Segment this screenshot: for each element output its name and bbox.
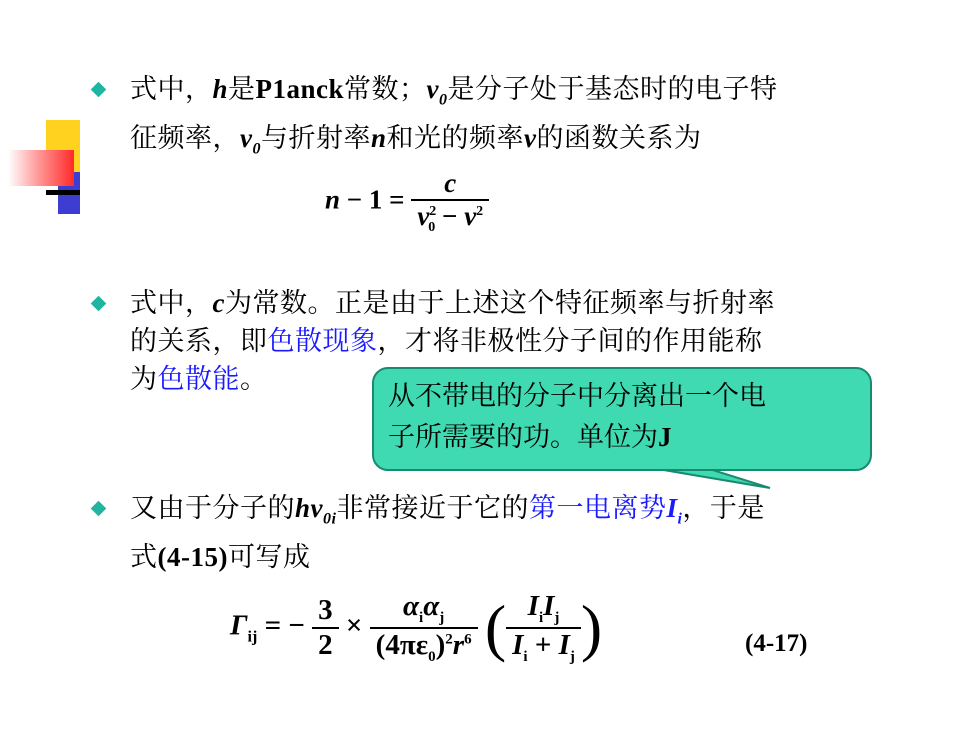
callout-tail-joint <box>642 462 698 468</box>
var-c: c <box>212 288 225 318</box>
var-Ii: $I_i$ <box>666 493 683 528</box>
paragraph-3: 又由于分子的$hv_{0i}$非常接近于它的第一电离势$I_i$，于是 式(4-15)可写成 <box>130 493 765 574</box>
equation-4-17: $\Gamma_{ij}$ = − $\frac{3}{2}$ × $\frac{\alpha_i\alpha_j}{(4\pi\varepsilon_0)^2r^6}$ ( $\frac{I_iI_j}{I_i + I_j}$ ) <box>230 590 603 665</box>
paragraph-2: 式中，c为常数。正是由于上述这个特征频率与折射率 的关系，即色散现象，才将非极性分子间的作用能称 为色散能。 <box>130 288 775 395</box>
equation-number: (4-17) <box>745 630 808 657</box>
fraction: $\frac{c}{v^2_0 - v^2}$ <box>411 168 489 236</box>
fraction-3-2: $\frac{3}{2}$ <box>312 594 339 662</box>
equation-reference: (4-15) <box>157 542 228 573</box>
var-v0: $v_0$ <box>426 74 448 109</box>
var-v: v <box>524 123 537 154</box>
var-n: n <box>370 123 387 154</box>
paragraph-1-line-1: 式中，h是P1anck常数；$v_0$是分子处于基态时的电子特 <box>130 74 778 109</box>
ionization-tooltip: 从不带电的分子中分离出一个电 子所需要的功。单位为J <box>372 367 872 471</box>
fraction-ionization: $\frac{I_iI_j}{I_i + I_j}$ <box>506 590 581 666</box>
planck-text: P1anck <box>255 74 345 104</box>
var-h: h <box>212 74 229 104</box>
term-dispersion-phenomenon: 色散现象 <box>267 326 378 357</box>
paragraph-1-line-2: 征频率，$v_0$与折射率n和光的频率v的函数关系为 <box>130 123 702 158</box>
term-first-ionization-potential: 第一电离势 <box>528 493 667 524</box>
term-dispersion-energy: 色散能 <box>157 364 240 395</box>
fraction-polarizability: $\frac{\alpha_i\alpha_j}{(4\pi\varepsilon_0)^2r^6}$ <box>370 590 478 666</box>
equation-refractive-index: n − 1 = $\frac{c}{v^2_0 - v^2}$ <box>325 168 489 236</box>
var-v0: $v_0$ <box>240 123 261 158</box>
var-hv0i: $hv_{0i}$ <box>295 493 337 528</box>
right-paren: ) <box>580 591 603 663</box>
left-paren: ( <box>484 591 507 663</box>
